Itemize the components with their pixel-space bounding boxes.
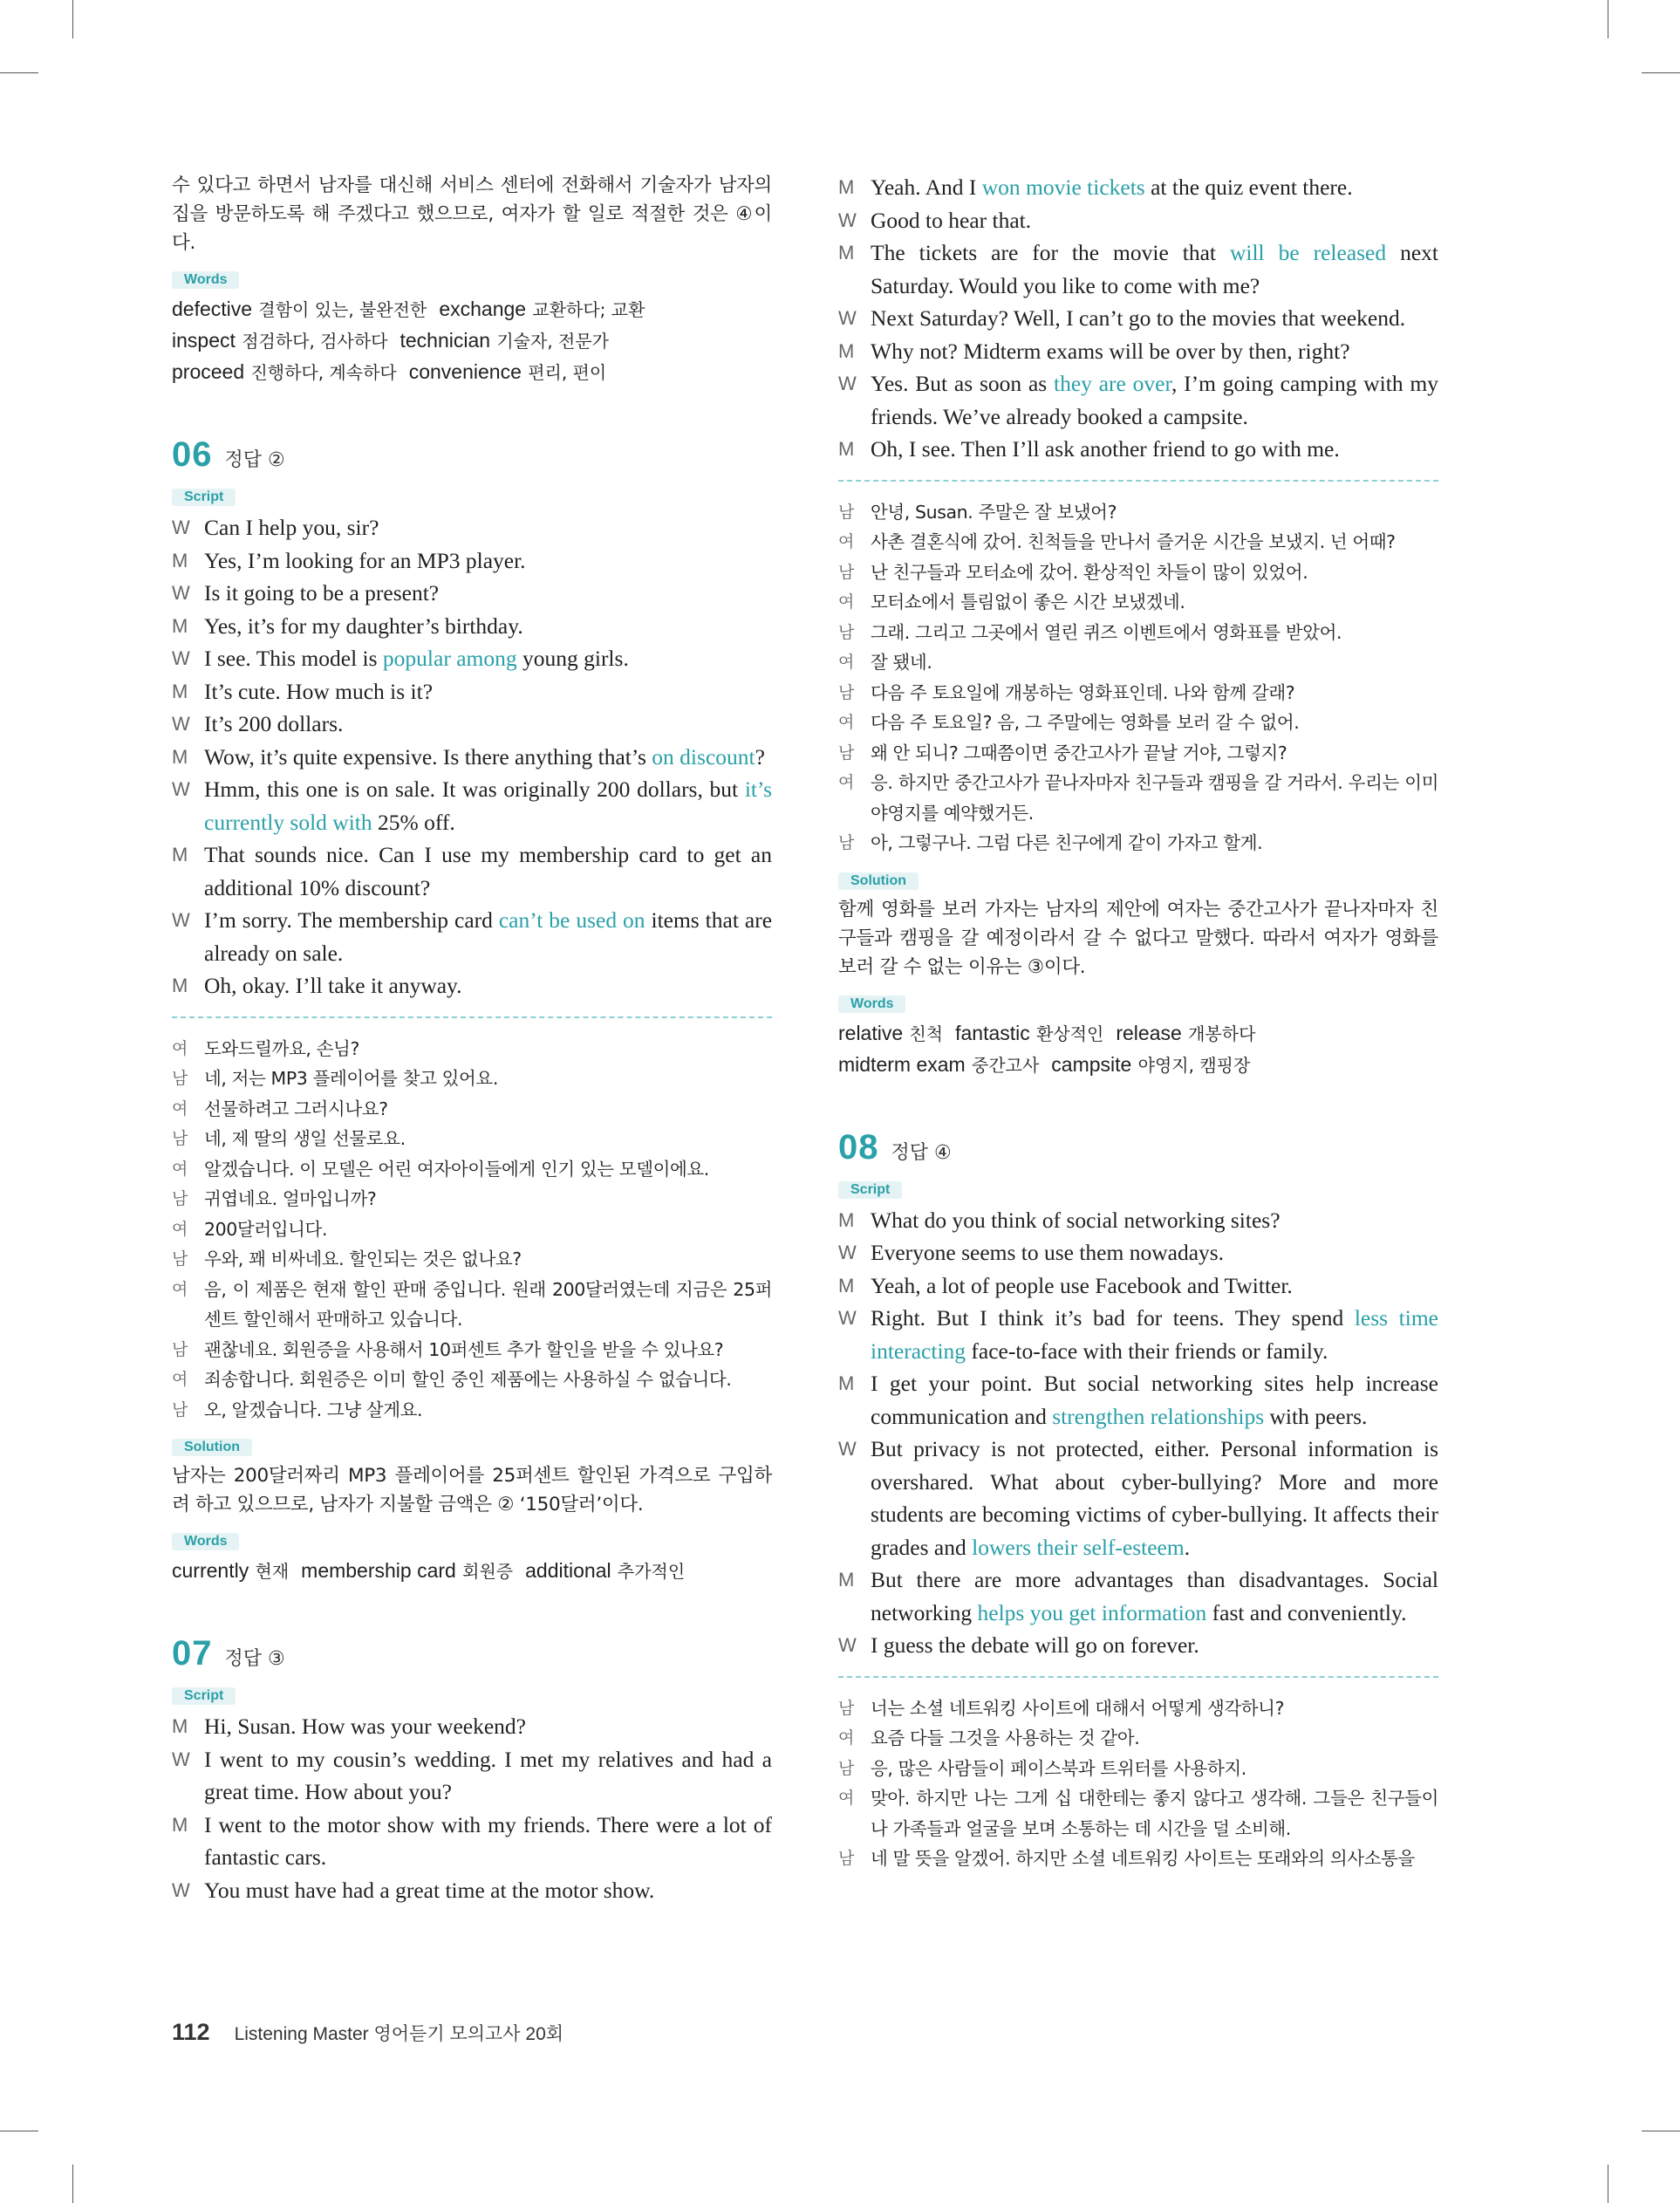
script-text: I get your point. But social networking sites help increase communication and [871, 1371, 1438, 1429]
script-text: Yes. But as soon as [871, 371, 1055, 396]
script-badge: Script [172, 489, 236, 506]
speaker-label: M [838, 339, 855, 362]
word-english: relative [838, 1021, 904, 1044]
script-text: It’s 200 dollars. [204, 711, 344, 736]
translation-line [838, 587, 1438, 618]
script-line [172, 708, 772, 741]
translation-text: 응. 하지만 중간고사가 끝나자마자 친구들과 캠핑을 갈 거라서. 우리는 이미 야영지를 예약했거든. [871, 772, 1438, 824]
highlighted-phrase: won movie tickets [981, 174, 1145, 200]
translation-text: 응, 많은 사람들이 페이스북과 트위터를 사용하지. [871, 1757, 1246, 1779]
speaker-label: 여 [838, 1789, 854, 1808]
word-english: currently [172, 1559, 249, 1582]
speaker-label: M [172, 844, 188, 865]
script-line [172, 642, 772, 675]
script-text: Why not? Midterm exams will be over by then, right? [871, 338, 1350, 364]
word-korean: 추가적인 [617, 1561, 686, 1582]
script-text: I went to my cousin’s wedding. I met my relatives and had a great time. How about you? [204, 1746, 772, 1804]
speaker-label: M [838, 176, 855, 198]
script-text: Next Saturday? Well, I can’t go to the movies that weekend. [871, 305, 1406, 331]
crop-mark [72, 2165, 73, 2203]
speaker-label: W [172, 1748, 190, 1770]
translation-line [172, 1064, 772, 1094]
translation-line [172, 1184, 772, 1214]
speaker-label: W [838, 307, 857, 329]
translation-text: 잘 됐네. [871, 652, 932, 673]
word-english: campsite [1051, 1052, 1132, 1076]
translation-line [838, 678, 1438, 708]
translation-text: 그래. 그리고 그곳에서 열린 퀴즈 이벤트에서 영화표를 받았어. [871, 621, 1342, 643]
word-korean: 중간고사 [972, 1054, 1040, 1076]
script-text: Can I help you, sir? [204, 515, 379, 540]
translation-line [172, 1395, 772, 1426]
script-text: I guess the debate will go on forever. [871, 1632, 1199, 1658]
script-text: young girls. [516, 646, 629, 671]
word-row [172, 294, 772, 325]
highlighted-phrase: popular among [382, 646, 517, 671]
question-number: 08 [838, 1127, 879, 1166]
speaker-label: 여 [172, 1159, 188, 1179]
translation-text: 알겠습니다. 이 모델은 어린 여자아이들에게 인기 있는 모델이에요. [204, 1158, 709, 1180]
speaker-label: W [838, 1307, 857, 1329]
translation-line [838, 1783, 1438, 1844]
translation-line [838, 618, 1438, 648]
translation-text: 귀엽네요. 얼마입니까? [204, 1188, 377, 1209]
highlighted-phrase: helps you get information [977, 1599, 1207, 1625]
script-text: That sounds nice. Can I use my membership card to get an additional 10% discount? [204, 842, 772, 900]
word-english: exchange [439, 298, 527, 320]
script-text: fast and conveniently. [1206, 1599, 1407, 1625]
script-line [838, 302, 1438, 335]
word-row [838, 1018, 1438, 1050]
translation-text: 도와드릴까요, 손님? [204, 1037, 359, 1059]
translation-text: 모터쇼에서 틀림없이 좋은 시간 보냈겠네. [871, 592, 1185, 612]
script-line [838, 1204, 1438, 1237]
word-korean: 진행하다, 계속하다 [250, 362, 397, 383]
script-line [172, 1710, 772, 1743]
word-space [966, 1054, 972, 1077]
translation-text: 괜찮네요. 회원증을 사용해서 10퍼센트 추가 할인을 받을 수 있나요? [204, 1338, 724, 1360]
translation-text: 사촌 결혼식에 갔어. 친척들을 만나서 즐거운 시간을 보냈지. 넌 어때? [871, 531, 1396, 552]
dashed-divider [172, 1016, 772, 1018]
translation-line [838, 497, 1438, 528]
left-column [172, 171, 772, 1906]
crop-mark [0, 72, 38, 73]
translation-text: 우와, 꽤 비싸네요. 할인되는 것은 없나요? [204, 1249, 522, 1269]
translation-line [838, 708, 1438, 738]
word-space [1131, 1054, 1137, 1077]
right-column [838, 171, 1438, 1874]
word-english: proceed [172, 360, 245, 383]
script-line [172, 675, 772, 708]
question-header-08 [838, 1128, 1438, 1167]
translation-line [172, 1244, 772, 1275]
translation-line [172, 1365, 772, 1395]
word-korean: 편리, 편이 [528, 362, 607, 383]
word-row [838, 1050, 1438, 1081]
dashed-divider [838, 480, 1438, 482]
translation-line [838, 1693, 1438, 1724]
speaker-label: 남 [838, 1849, 854, 1868]
speaker-label: M [172, 1715, 188, 1737]
script-line [838, 1302, 1438, 1367]
script-line [838, 171, 1438, 204]
speaker-label: 여 [172, 1370, 188, 1389]
script-text: Everyone seems to use them nowadays. [871, 1240, 1225, 1265]
script-line [172, 904, 772, 969]
speaker-label: M [172, 975, 188, 996]
translation-text: 다음 주 토요일? 음, 그 주말에는 영화를 보러 갈 수 없어. [871, 712, 1300, 733]
speaker-label: 여 [838, 1728, 854, 1748]
word-row [172, 325, 772, 357]
answer-label: 정답 ③ [224, 1648, 285, 1670]
script-text: Yes, I’m looking for an MP3 player. [204, 547, 526, 573]
speaker-label: 남 [172, 1069, 188, 1088]
script-line [838, 433, 1438, 466]
word-english: convenience [408, 360, 522, 383]
speaker-label: M [172, 549, 188, 571]
script-text: Oh, okay. I’ll take it anyway. [204, 973, 462, 998]
script-line [838, 236, 1438, 302]
script-line [172, 969, 772, 1002]
speaker-label: 남 [172, 1339, 188, 1359]
highlighted-phrase: can’t be used on [498, 907, 645, 933]
speaker-label: M [838, 1569, 855, 1591]
translation-text: 음, 이 제품은 현재 할인 판매 중입니다. 원래 200달러였는데 지금은 25퍼센트 할인해서 판매하고 있습니다. [204, 1278, 772, 1330]
translation-line [172, 1275, 772, 1335]
speaker-label: 여 [838, 592, 854, 612]
speaker-label: M [838, 242, 855, 263]
word-space [249, 1560, 255, 1583]
translation-block [838, 497, 1438, 859]
script-text: , I’m going camping with my friends. We’ve already booked a campsite. [871, 371, 1438, 429]
speaker-label: 남 [838, 502, 854, 522]
speaker-label: M [172, 745, 188, 768]
translation-line [838, 828, 1438, 859]
script-block [172, 511, 772, 1002]
script-line [172, 610, 772, 643]
speaker-label: 여 [172, 1219, 188, 1239]
script-text: at the quiz event there. [1144, 174, 1353, 200]
script-block [838, 1204, 1438, 1662]
translation-text: 아, 그렇구나. 그럼 다른 친구에게 같이 가자고 할게. [871, 832, 1263, 853]
script-text: Wow, it’s quite expensive. Is there anything that’s [204, 743, 652, 770]
answer-label: 정답 ② [224, 449, 285, 471]
translation-text: 다음 주 토요일에 개봉하는 영화표인데. 나와 함께 갈래? [871, 681, 1295, 703]
speaker-label: 남 [172, 1129, 188, 1148]
word-korean: 야영지, 캠핑장 [1137, 1054, 1251, 1076]
crop-mark [1642, 72, 1680, 73]
speaker-label: W [172, 517, 190, 538]
speaker-label: W [838, 1242, 857, 1263]
speaker-label: 남 [838, 682, 854, 702]
words-badge: Words [172, 1533, 239, 1550]
translation-line [838, 1844, 1438, 1874]
translation-line [838, 558, 1438, 588]
script-text: It’s cute. How much is it? [204, 678, 434, 704]
answer-label: 정답 ④ [891, 1141, 952, 1164]
word-english: release [1116, 1021, 1182, 1044]
speaker-label: 여 [172, 1279, 188, 1299]
crop-mark [72, 0, 73, 38]
script-line [838, 204, 1438, 237]
script-text: ? [755, 743, 765, 770]
highlighted-phrase: on discount [652, 743, 755, 770]
speaker-label: 여 [838, 773, 854, 792]
translation-text: 맞아. 하지만 나는 그게 십 대한테는 좋지 않다고 생각해. 그들은 친구들이나 가족들과 얼굴을 보며 소통하는 데 시간을 덜 소비해. [871, 1788, 1438, 1839]
speaker-label: W [172, 778, 190, 800]
script-line [838, 1367, 1438, 1433]
script-text: But there are more advantages than disadvantages. Social networking [871, 1567, 1438, 1625]
script-text: What do you think of social networking sites? [871, 1207, 1280, 1233]
highlighted-phrase: strengthen relationships [1052, 1403, 1265, 1429]
script-text: I went to the motor show with my friends. There were a lot of fantastic cars. [204, 1811, 772, 1870]
word-korean: 회원증 [462, 1561, 514, 1582]
translation-line [838, 1723, 1438, 1754]
speaker-label: W [172, 713, 190, 735]
script-text: Yeah, a lot of people use Facebook and Twitter. [871, 1272, 1293, 1298]
dashed-divider [838, 1676, 1438, 1678]
speaker-label: 여 [838, 653, 854, 672]
solution-badge: Solution [838, 872, 919, 890]
script-line [172, 1743, 772, 1809]
script-text: Yeah. And I [871, 174, 982, 200]
book-title: Listening Master 영어듣기 모의고사 20회 [234, 2024, 564, 2044]
script-text: But privacy is not protected, either. Personal information is overshared. What about cyber-bullying? More and more students are becoming victims of cyber-bullying. It affects their grades and [871, 1436, 1438, 1560]
word-english: fantastic [955, 1021, 1030, 1044]
word-korean: 기술자, 전문가 [496, 331, 609, 352]
speaker-label: 남 [838, 833, 854, 852]
translation-line [172, 1094, 772, 1125]
script-text: Is it going to be a present? [204, 580, 440, 605]
page-number: 112 [172, 2019, 210, 2045]
speaker-label: 여 [172, 1038, 188, 1058]
word-english: defective [172, 298, 253, 320]
intro-paragraph: 수 있다고 하면서 남자를 대신해 서비스 센터에 전화해서 기술자가 남자의 집을 방문하도록 해 주겠다고 했으므로, 여자가 할 일로 적절한 것은 ④이다. [172, 174, 772, 254]
script-text: items that are already on sale. [204, 907, 773, 966]
speaker-label: M [172, 614, 188, 637]
question-number: 06 [172, 435, 213, 474]
word-list [838, 1018, 1438, 1081]
speaker-label: 남 [172, 1399, 188, 1420]
script-line [838, 1433, 1438, 1563]
translation-line [172, 1124, 772, 1154]
translation-text: 200달러입니다. [204, 1218, 328, 1240]
script-text: . [1184, 1534, 1191, 1560]
speaker-label: M [838, 438, 855, 460]
word-korean: 현재 [255, 1561, 290, 1582]
speaker-label: M [838, 1274, 855, 1296]
word-space [1182, 1023, 1188, 1045]
speaker-label: M [838, 1372, 855, 1394]
script-line [172, 577, 772, 610]
speaker-label: 남 [838, 622, 854, 642]
speaker-label: 남 [838, 562, 854, 582]
translation-text: 네 말 뜻을 알겠어. 하지만 소셜 네트워킹 사이트는 또래와의 의사소통을 [871, 1848, 1415, 1869]
translation-text: 네, 저는 MP3 플레이어를 찾고 있어요. [204, 1068, 498, 1089]
speaker-label: 여 [838, 532, 854, 551]
word-english: additional [525, 1559, 611, 1582]
speaker-label: 남 [172, 1189, 188, 1208]
highlighted-phrase: they are over [1054, 371, 1171, 396]
highlighted-phrase: lowers their self-esteem [972, 1534, 1185, 1560]
solution-text: 남자는 200달러짜리 MP3 플레이어를 25퍼센트 할인된 가격으로 구입하려 하고 있으므로, 남자가 지불할 금액은 ② ‘150달러’이다. [172, 1465, 772, 1515]
script-text: Good to hear that. [871, 207, 1032, 233]
word-english: inspect [172, 329, 236, 352]
script-block [838, 171, 1438, 466]
question-number: 07 [172, 1634, 213, 1673]
translation-line [172, 1034, 772, 1064]
word-korean: 점검하다, 검사하다 [242, 331, 388, 352]
translation-text: 요즘 다들 그것을 사용하는 것 같아. [871, 1728, 1140, 1748]
translation-block [838, 1693, 1438, 1874]
word-korean: 개봉하다 [1188, 1023, 1256, 1044]
translation-line [172, 1214, 772, 1245]
question-header-06 [172, 435, 772, 475]
solution-text: 함께 영화를 보러 가자는 남자의 제안에 여자는 중간고사가 끝나자마자 친구들과 캠핑을 갈 예정이라서 갈 수 없다고 말했다. 따라서 여자가 영화를 보러 갈 수 없는 이유는 ③이다. [838, 898, 1438, 978]
translation-text: 선물하려고 그러시나요? [204, 1098, 388, 1119]
speaker-label: W [838, 1438, 857, 1460]
translation-line [172, 1154, 772, 1185]
speaker-label: 여 [838, 713, 854, 732]
speaker-label: W [172, 1878, 190, 1901]
script-text: Hi, Susan. How was your weekend? [204, 1714, 526, 1739]
script-text: You must have had a great time at the motor show. [204, 1877, 655, 1903]
script-line [172, 1809, 772, 1874]
speaker-label: W [172, 909, 190, 931]
word-english: midterm exam [838, 1052, 966, 1076]
script-text: The tickets are for the movie that [871, 240, 1230, 265]
script-text: with peers. [1264, 1403, 1368, 1429]
words-badge: Words [172, 271, 239, 289]
word-korean: 교환하다; 교환 [532, 299, 645, 320]
translation-line [838, 647, 1438, 678]
script-line [172, 741, 772, 774]
word-row [172, 357, 772, 388]
word-space [1030, 1023, 1036, 1045]
solution-badge: Solution [172, 1439, 252, 1456]
highlighted-phrase: it’s currently sold with [204, 777, 772, 835]
script-line [838, 335, 1438, 368]
word-english: membership card [301, 1559, 456, 1582]
script-text: Yes, it’s for my daughter’s birthday. [204, 612, 523, 639]
word-list [172, 1556, 772, 1587]
script-line [838, 1236, 1438, 1269]
script-line [172, 773, 772, 838]
speaker-label: 남 [838, 1758, 854, 1778]
translation-line [838, 738, 1438, 769]
script-text: Oh, I see. Then I’ll ask another friend to go with me. [871, 436, 1340, 462]
translation-line [838, 527, 1438, 558]
speaker-label: M [838, 1208, 855, 1231]
speaker-label: W [838, 373, 857, 394]
script-line [172, 838, 772, 904]
script-text: face-to-face with their friends or family. [966, 1338, 1328, 1364]
speaker-label: 남 [172, 1249, 188, 1269]
script-line [172, 1874, 772, 1907]
script-line [838, 1629, 1438, 1662]
speaker-label: W [838, 209, 857, 231]
word-korean: 결함이 있는, 불완전한 [258, 299, 427, 320]
question-header-07 [172, 1634, 772, 1673]
translation-text: 오, 알겠습니다. 그냥 살게요. [204, 1399, 423, 1420]
script-block [172, 1710, 772, 1906]
speaker-label: 남 [838, 742, 854, 763]
script-text: I see. This model is [204, 646, 383, 671]
speaker-label: M [172, 1813, 188, 1836]
speaker-label: 남 [838, 1698, 854, 1718]
script-line [172, 511, 772, 544]
word-row [172, 1556, 772, 1587]
translation-block [172, 1034, 772, 1426]
translation-text: 너는 소셜 네트워킹 사이트에 대해서 어떻게 생각하니? [871, 1697, 1285, 1719]
word-korean: 환상적인 [1036, 1023, 1104, 1044]
word-list [172, 294, 772, 388]
word-space [611, 1560, 618, 1583]
script-line [838, 1269, 1438, 1303]
script-line [838, 367, 1438, 433]
translation-text: 왜 안 되니? 그때쯤이면 중간고사가 끝날 거야, 그렇지? [871, 742, 1287, 763]
highlighted-phrase: less time interacting [871, 1305, 1438, 1364]
script-line [172, 544, 772, 578]
script-badge: Script [838, 1181, 902, 1199]
script-text: Hmm, this one is on sale. It was originally 200 dollars, but [204, 777, 745, 802]
word-korean: 친척 [909, 1023, 944, 1044]
script-text: Right. But I think it’s bad for teens. They spend [871, 1305, 1355, 1331]
word-english: technician [400, 329, 491, 352]
script-badge: Script [172, 1687, 236, 1705]
translation-line [172, 1335, 772, 1365]
speaker-label: M [172, 680, 188, 702]
page-footer [172, 2019, 563, 2046]
highlighted-phrase: will be released [1229, 240, 1387, 265]
translation-text: 죄송합니다. 회원증은 이미 할인 중인 제품에는 사용하실 수 없습니다. [204, 1369, 732, 1390]
translation-text: 난 친구들과 모터쇼에 갔어. 환상적인 차들이 많이 있었어. [871, 561, 1308, 583]
speaker-label: 여 [172, 1098, 188, 1119]
speaker-label: W [838, 1634, 857, 1656]
script-text: next Saturday. Would you like to come with me? [871, 240, 1438, 298]
translation-text: 네, 제 딸의 생일 선물로요. [204, 1128, 406, 1149]
words-badge: Words [838, 995, 905, 1013]
speaker-label: W [172, 647, 190, 669]
translation-line [838, 768, 1438, 828]
translation-line [838, 1754, 1438, 1784]
translation-text: 안녕, Susan. 주말은 잘 보냈어? [871, 501, 1117, 523]
script-text: I’m sorry. The membership card [204, 907, 499, 933]
script-line [838, 1563, 1438, 1629]
speaker-label: W [172, 582, 190, 604]
script-text: 25% off. [372, 809, 455, 835]
